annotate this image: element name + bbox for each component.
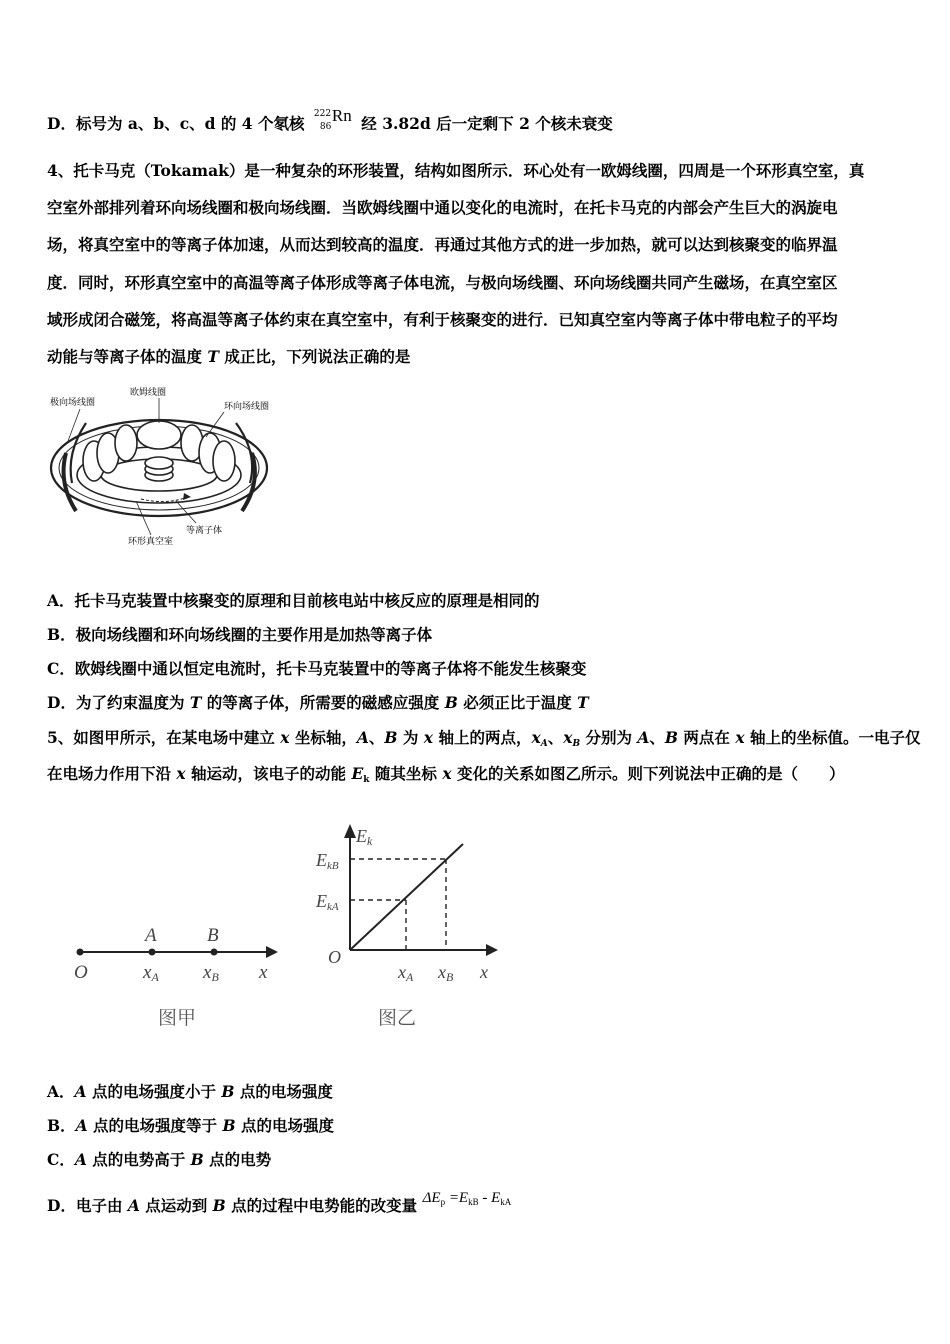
q5-line-2: 在电场力作用下沿 x 轴运动，该电子的动能 $E_k$ 随其坐标 x 变化的关系如图乙所示。则下列说法中正确的是（ ） — [47, 764, 845, 785]
q4-line-2: 空室外部排列着环向场线圈和极向场线圈．当欧姆线圈中通以变化的电流时，在托卡马克的内部会产生巨大的涡旋电 — [47, 198, 838, 217]
label-ohmic-coil: 欧姆线圈 — [130, 387, 167, 397]
ohmic-coil — [145, 457, 173, 469]
q5-line-1: 5、如图甲所示，在某电场中建立 x 坐标轴，A、B 为 x 轴上的两点，$x_A$、$x_B$ 分别为 A、B 两点在 x 轴上的坐标值。一电子仅 — [47, 728, 921, 749]
point-b — [211, 949, 218, 956]
toroidal-coil — [213, 441, 235, 481]
q4-line-6: 动能与等离子体的温度 T 成正比，下列说法正确的是 — [47, 347, 411, 366]
q5-option-b[interactable]: B．A 点的电场强度等于 B 点的电场强度 — [47, 1116, 334, 1135]
label-x: x — [259, 962, 268, 983]
toroidal-coil — [115, 425, 137, 461]
figure-yi — [310, 818, 510, 1038]
label-xb: xB — [203, 962, 219, 984]
label-plasma: 等离子体 — [186, 525, 223, 535]
label-toroidal-coil: 环向场线圈 — [224, 401, 270, 411]
label-x: x — [480, 962, 488, 982]
label-eka: EkA — [316, 891, 339, 913]
label-xa: xA — [398, 962, 414, 984]
leader-line — [176, 501, 196, 523]
label-o: O — [328, 947, 341, 967]
radon-isotope: 222 86 Rn — [313, 106, 352, 132]
q4-option-b[interactable]: B．极向场线圈和环向场线圈的主要作用是加热等离子体 — [47, 625, 433, 644]
label-ekb: EkB — [316, 850, 339, 872]
label-a: A — [145, 925, 157, 946]
q5-option-d[interactable]: D．电子由 A 点运动到 B 点的过程中电势能的改变量 $\Delta E_p =E_{kB} - E_{kA}$ — [47, 1190, 512, 1215]
ohmic-coil-top — [137, 421, 181, 449]
q4-option-d[interactable]: D．为了约束温度为 T 的等离子体，所需要的磁感应强度 B 必须正比于温度 T — [47, 693, 589, 712]
q4-option-c[interactable]: C．欧姆线圈中通以恒定电流时，托卡马克装置中的等离子体将不能发生核聚变 — [47, 659, 587, 678]
y-axis-label: Ek — [356, 826, 373, 848]
prev-option-d: D．标号为 a、b、c、d 的 4 个氡核 222 86 Rn 经 3.82d 后一定剩下 2 个核未衰变 — [47, 106, 613, 133]
y-axis-arrow — [344, 824, 356, 838]
point-o — [77, 949, 84, 956]
q4-option-a[interactable]: A．托卡马克装置中核聚变的原理和目前核电站中核反应的原理是相同的 — [47, 591, 540, 610]
tokamak-figure — [46, 383, 286, 553]
label-b: B — [207, 925, 219, 946]
label-o: O — [74, 962, 88, 983]
q5-option-a[interactable]: A．A 点的电场强度小于 B 点的电场强度 — [47, 1082, 333, 1101]
label-xb: xB — [438, 962, 454, 984]
x-axis-arrow — [486, 944, 498, 956]
q4-line-3: 场，将真空室中的等离子体加速，从而达到较高的温度．再通过其他方式的进一步加热，就可以达到核聚变的临界温 — [47, 235, 838, 254]
x-axis-arrow — [266, 946, 278, 958]
leader-line — [136, 501, 151, 535]
figure-jia — [66, 916, 296, 1036]
label-vacuum-chamber: 环形真空室 — [128, 536, 174, 546]
point-a — [149, 949, 156, 956]
delta-ep-formula: $\Delta E_p =E_{kB} - E_{kA}$ — [422, 1190, 512, 1207]
q4-line-5: 域形成闭合磁笼，将高温等离子体约束在真空室中，有利于核聚变的进行．已知真空室内等离子体中带电粒子的平均 — [47, 310, 838, 329]
q4-line-1: 4、托卡马克（Tokamak）是一种复杂的环形装置，结构如图所示．环心处有一欧姆线圈，四周是一个环形真空室，真 — [47, 161, 865, 180]
q5-option-c[interactable]: C．A 点的电势高于 B 点的电势 — [47, 1150, 272, 1169]
caption-jia: 图甲 — [158, 1008, 197, 1029]
poloidal-coil-left — [64, 453, 76, 511]
label-poloidal-coil: 极向场线圈 — [50, 397, 96, 407]
caption-yi: 图乙 — [378, 1008, 417, 1029]
q4-line-4: 度．同时，环形真空室中的高温等离子体形成等离子体电流，与极向场线圈、环向场线圈共同产生磁场，在真空室区 — [47, 273, 838, 292]
label-xa: xA — [143, 962, 159, 984]
